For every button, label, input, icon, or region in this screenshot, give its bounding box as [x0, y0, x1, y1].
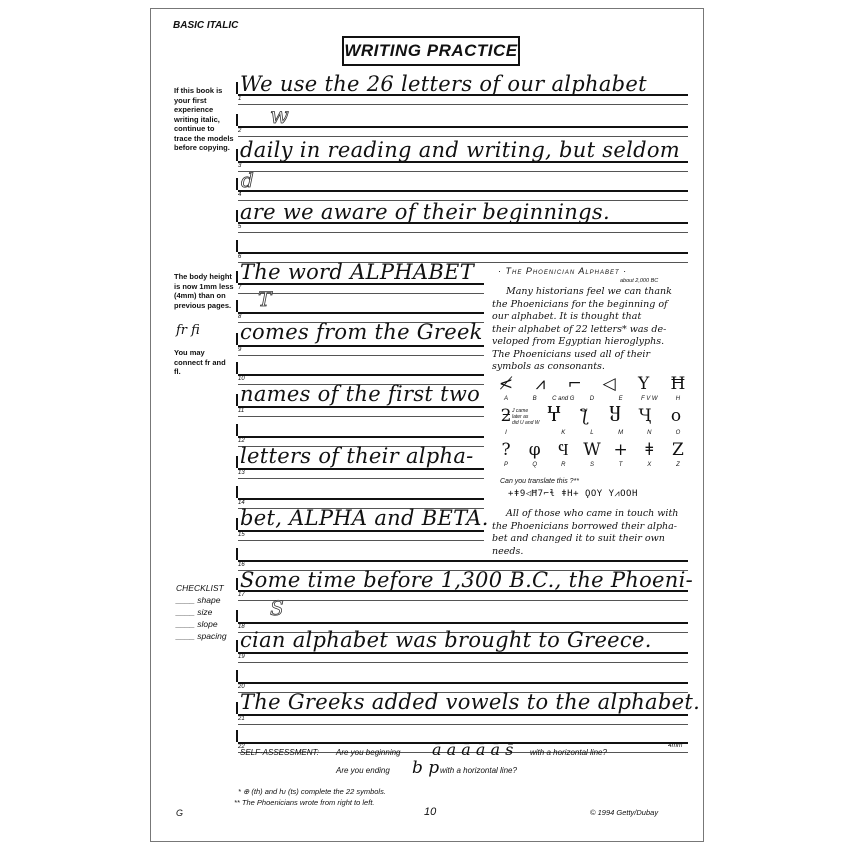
line-start-tick: [236, 333, 238, 345]
line-number: 12: [238, 438, 245, 444]
self-assessment-q1: Are you beginning: [336, 748, 401, 757]
ending-glyphs: b p: [412, 758, 440, 778]
line-number: 16: [238, 562, 245, 568]
guide-rule: [238, 355, 484, 356]
phoenician-glyph: Y: [637, 374, 650, 394]
checklist-item: ____ spacing: [176, 631, 227, 641]
guide-rule: [238, 232, 688, 233]
line-number: 19: [238, 654, 245, 660]
line-number: 13: [238, 470, 245, 476]
guide-rule: [238, 416, 484, 417]
line-start-tick: [236, 702, 238, 714]
line-start-tick: [236, 149, 238, 161]
phoenician-glyph: ǂ: [645, 440, 654, 460]
line-number: 22: [238, 744, 245, 750]
line-start-tick: [236, 486, 238, 498]
line-start-tick: [236, 456, 238, 468]
baseline-rule: [238, 468, 484, 470]
baseline-rule: [238, 126, 688, 128]
guide-rule: [238, 540, 484, 541]
guide-rule: [238, 600, 688, 601]
phoenician-title: · The Phoenician Alphabet ·: [498, 266, 628, 276]
note-first-book: If this book is your first experience writing italic, continue to trace the models before copying.: [174, 86, 234, 152]
translate-text: +ǂ9◁Ħ7⌐ɬ ǂH+ ϘOY Y⩘OOH: [508, 489, 638, 499]
self-assessment-label: SELF-ASSESSMENT:: [240, 748, 319, 757]
line-number: 8: [238, 314, 242, 320]
baseline-rule: [238, 345, 484, 347]
page-number: 10: [424, 806, 437, 818]
model-line-9: Some time before 1,300 B.C., the Phoeni-: [240, 568, 694, 592]
phoenician-glyph: ◁: [602, 374, 616, 394]
model-line-3: are we aware of their beginnings.: [240, 200, 610, 224]
model-line-7: letters of their alpha-: [240, 444, 474, 468]
guide-rule: [238, 724, 688, 725]
phoenician-glyph: W: [583, 440, 601, 460]
phoenician-glyph: ≮: [498, 374, 514, 394]
line-start-tick: [236, 670, 238, 682]
line-number: 4: [238, 192, 242, 198]
phoenician-glyph: Ϥ: [558, 440, 569, 460]
line-start-tick: [236, 362, 238, 374]
measure-4mm: 4mm: [668, 742, 683, 749]
line-number: 14: [238, 500, 245, 506]
line-number: 6: [238, 254, 242, 260]
baseline-rule: [238, 714, 688, 716]
line-number: 17: [238, 592, 245, 598]
checklist-item: ____ shape: [176, 595, 221, 605]
copyright: © 1994 Getty/Dubay: [590, 808, 659, 817]
note-body-height: The body height is now 1mm less (4mm) than on previous pages.: [174, 272, 234, 310]
line-start-tick: [236, 730, 238, 742]
self-assessment-q2-end: with a horizontal line?: [440, 766, 517, 775]
line-start-tick: [236, 240, 238, 252]
glyph-row-2: [540, 406, 690, 426]
phoenician-glyph: Ҷ: [639, 406, 652, 426]
phoenician-glyph: ƻ: [500, 406, 512, 426]
latin-row-3: P Q R S T X Z: [503, 462, 680, 468]
model-line-11: The Greeks added vowels to the alphabet.: [240, 690, 701, 714]
checklist-item: ____ size: [176, 607, 213, 617]
line-number: 10: [238, 376, 245, 382]
line-start-tick: [236, 82, 238, 94]
self-assessment-q2: Are you ending: [336, 766, 390, 775]
baseline-rule: [238, 530, 484, 532]
line-start-tick: [236, 548, 238, 560]
baseline-rule: [238, 622, 688, 624]
model-line-6: names of the first two: [240, 382, 481, 406]
baseline-rule: [238, 190, 688, 192]
trace-model-d: d: [241, 168, 254, 192]
baseline-rule: [238, 374, 484, 376]
line-start-tick: [236, 271, 238, 283]
beginning-glyphs: ā ā ā ā ā s̄: [432, 740, 514, 759]
line-start-tick: [236, 210, 238, 222]
note-connect: You may connect fr and fl.: [174, 348, 226, 376]
latin-row-2: I K L M N O: [505, 430, 681, 436]
line-number: 7: [238, 285, 242, 291]
phoenician-glyph: Ⴘ: [608, 406, 622, 426]
baseline-rule: [238, 652, 688, 654]
line-start-tick: [236, 114, 238, 126]
line-start-tick: [236, 300, 238, 312]
guide-rule: [238, 104, 688, 105]
footnote-2: ** The Phoenicians wrote from right to left.: [234, 798, 375, 807]
line-start-tick: [236, 610, 238, 622]
model-line-10: cian alphabet was brought to Greece.: [240, 628, 652, 652]
guide-rule: [238, 136, 688, 137]
self-assessment-q1-end: with a horizontal line?: [530, 748, 607, 757]
model-line-5: comes from the Greek: [240, 320, 483, 344]
guide-rule: [238, 478, 484, 479]
line-number: 1: [238, 96, 242, 102]
latin-row-1: A B C and G D E F V W H: [503, 396, 681, 402]
phoenician-glyph: φ: [528, 440, 541, 460]
baseline-rule: [238, 560, 688, 562]
baseline-rule: [238, 498, 484, 500]
trace-model-w: w: [270, 104, 289, 129]
baseline-rule: [238, 682, 688, 684]
model-line-8: bet, ALPHA and BETA.: [240, 506, 489, 530]
phoenician-glyph: ƪ: [581, 406, 588, 426]
model-line-2: daily in reading and writing, but seldom: [240, 138, 681, 162]
model-line-4: The word ALPHABET: [240, 260, 474, 284]
line-number: 3: [238, 163, 242, 169]
page-title: WRITING PRACTICE: [342, 36, 520, 66]
phoenician-glyph: Ħ: [670, 374, 686, 394]
phoenician-subtitle: about 2,000 BC: [620, 278, 659, 284]
line-start-tick: [236, 394, 238, 406]
phoenician-glyph: ⩘: [535, 374, 546, 394]
line-number: 21: [238, 716, 245, 722]
footer-letter: G: [176, 808, 184, 818]
line-start-tick: [236, 640, 238, 652]
baseline-rule: [238, 406, 484, 408]
phoenician-glyph: Ⴤ: [546, 406, 562, 426]
baseline-rule: [238, 252, 688, 254]
phoenician-paragraph-2: All of those who came in touch with the Phoenicians borrowed their alpha- bet and changed it to suit their own needs.: [492, 508, 679, 557]
line-start-tick: [236, 518, 238, 530]
line-number: 20: [238, 684, 245, 690]
phoenician-glyph: +: [613, 440, 628, 460]
trace-model-t: T: [258, 287, 272, 311]
translate-question: Can you translate this ?**: [500, 478, 579, 485]
guide-rule: [238, 171, 688, 172]
line-number: 11: [238, 408, 245, 414]
baseline-rule: [238, 312, 484, 314]
glyph-row-1: [492, 374, 692, 394]
section-header: BASIC ITALIC: [173, 20, 239, 31]
line-number: 2: [238, 128, 242, 134]
baseline-rule: [238, 436, 484, 438]
footnote-1: * ⊕ (th) and ƕ (ts) complete the 22 symbols.: [238, 787, 386, 796]
line-number: 18: [238, 624, 245, 630]
checklist-item: ____ slope: [176, 619, 218, 629]
glyph-row-3: [492, 440, 692, 460]
connect-example-glyphs: fr fi: [176, 323, 200, 338]
guide-rule: [238, 662, 688, 663]
guide-rule: [238, 293, 484, 294]
jw-note: J came later as did U and W: [512, 408, 540, 426]
phoenician-glyph: o: [670, 406, 682, 426]
line-number: 15: [238, 532, 245, 538]
phoenician-glyph: ?: [501, 440, 511, 460]
line-start-tick: [236, 578, 238, 590]
line-number: 5: [238, 224, 242, 230]
line-start-tick: [236, 178, 238, 190]
line-number: 9: [238, 347, 242, 353]
model-line-1: We use the 26 letters of our alphabet: [240, 72, 647, 96]
phoenician-paragraph-1: Many historians feel we can thank the Phoenicians for the beginning of our alphabet. It is thought that their alphabet of 22 letters* was de- veloped from Egyptian hieroglyphs. The Phoenicians used all of their symbols as consonants.: [492, 286, 672, 372]
trace-model-s: S: [270, 596, 284, 620]
phoenician-glyph: Z: [672, 440, 684, 460]
phoenician-glyph: ⌐: [567, 374, 582, 394]
line-start-tick: [236, 424, 238, 436]
checklist: CHECKLIST ____ shape ____ size ____ slope ____ spacing: [176, 583, 227, 641]
